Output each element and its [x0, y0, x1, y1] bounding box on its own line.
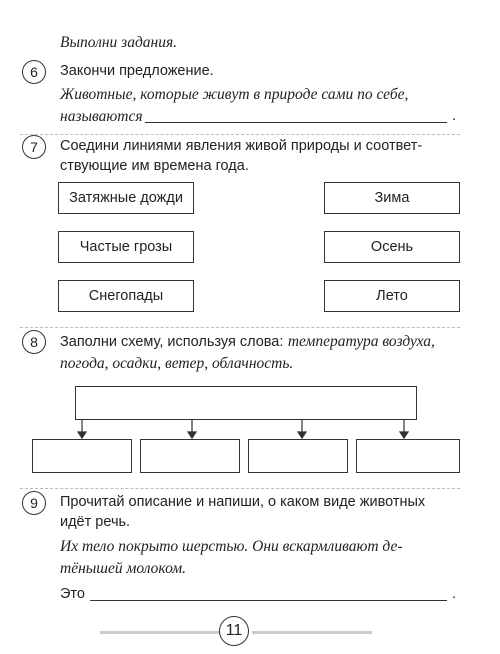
divider — [20, 134, 460, 135]
task-9-prompt-line2: идёт речь. — [60, 514, 131, 530]
task-8-number: 8 — [22, 330, 46, 354]
task-7-prompt-line1: Соедини линиями явления живой природы и соответ- — [60, 138, 423, 154]
task-6-sentence-line2: называются — [60, 108, 143, 125]
page-number: 11 — [219, 616, 249, 646]
task-8-words-line1: температура воздуха, — [287, 333, 435, 350]
task-6-answer-line[interactable] — [145, 122, 447, 123]
task-8-prompt-line1 — [60, 333, 460, 351]
task-9-period: . — [452, 586, 457, 602]
task-6-prompt: Закончи предложение. — [60, 63, 214, 79]
task-9-answer-line[interactable] — [90, 600, 447, 601]
task-9-prompt-line1: Прочитай описание и напиши, о каком виде животных — [60, 494, 426, 510]
task-7-prompt-line2: ствующие им времена года. — [60, 158, 249, 174]
task-9-answer-label: Это — [60, 586, 85, 602]
task-6-period: . — [452, 108, 457, 124]
phenomenon-box[interactable]: Затяжные дожди — [58, 182, 194, 214]
intro-text: Выполни задания. — [60, 34, 178, 51]
scheme-box[interactable] — [356, 439, 460, 473]
task-6-sentence-line1: Животные, которые живут в природе сами по себе, — [60, 86, 409, 103]
scheme-box[interactable] — [32, 439, 132, 473]
footer-bar-right — [252, 631, 372, 634]
task-9-description-line1: Их тело покрыто шерстью. Они вскармливают де- — [60, 538, 403, 555]
season-box[interactable]: Осень — [324, 231, 460, 263]
task-8-prompt-text: Заполни схему, используя слова: — [60, 334, 284, 350]
scheme-box[interactable] — [248, 439, 348, 473]
season-box[interactable]: Лето — [324, 280, 460, 312]
scheme-box[interactable] — [140, 439, 240, 473]
task-7-number: 7 — [22, 135, 46, 159]
season-box[interactable]: Зима — [324, 182, 460, 214]
footer-bar-left — [100, 631, 220, 634]
task-6-number: 6 — [22, 60, 46, 84]
divider — [20, 327, 460, 328]
task-8-words-line2: погода, осадки, ветер, облачность. — [60, 355, 294, 372]
scheme-top-box[interactable] — [75, 386, 417, 420]
phenomenon-box[interactable]: Снегопады — [58, 280, 194, 312]
task-9-description-line2: тёнышей молоком. — [60, 560, 187, 577]
task-9-number: 9 — [22, 491, 46, 515]
phenomenon-box[interactable]: Частые грозы — [58, 231, 194, 263]
divider — [20, 488, 460, 489]
